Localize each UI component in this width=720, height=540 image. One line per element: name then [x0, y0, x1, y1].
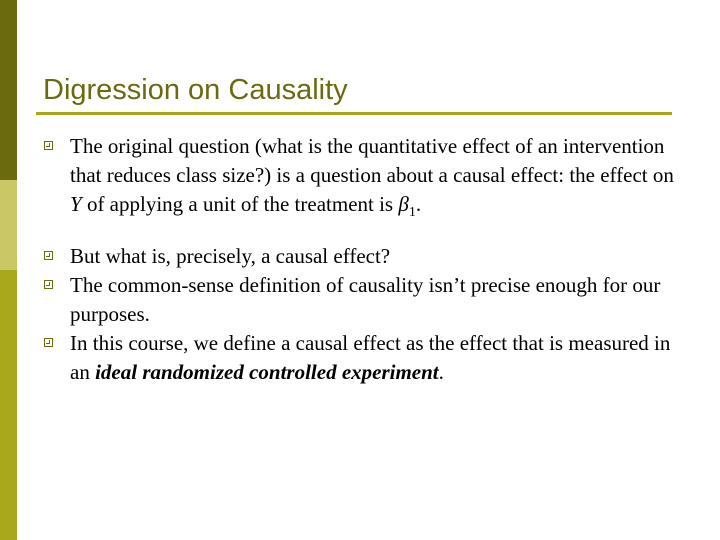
title-underline — [36, 112, 672, 115]
variable-y: Y — [70, 192, 82, 216]
bullet-item — [44, 132, 684, 219]
bullet-text: But what is, precisely, a causal effect? — [70, 244, 391, 268]
bullet-text: The original question (what is the quantitative effect of an intervention that reduces class size?) is a question about a causal effect: the effect on — [70, 134, 674, 187]
sidebar-segment-dark — [0, 0, 17, 180]
bullet-list — [44, 132, 684, 387]
bullet-item — [44, 271, 684, 329]
sidebar-segment-mid — [0, 270, 17, 540]
bullet-text: The common-sense definition of causality isn’t precise enough for our purposes. — [70, 273, 661, 326]
bullet-text: In this course, we define a causal effect as the effect that is measured in an — [70, 331, 671, 384]
checkbox-bullet-icon — [44, 251, 53, 260]
sidebar-accent-bar — [0, 0, 17, 540]
bullet-text: of applying a unit of the treatment is — [81, 192, 399, 216]
checkbox-bullet-icon — [44, 338, 53, 347]
bullet-text: . — [438, 360, 444, 384]
checkbox-bullet-icon — [44, 141, 53, 150]
beta-subscript: 1 — [408, 205, 416, 221]
sidebar-segment-light — [0, 180, 17, 270]
emphasized-term: ideal randomized controlled experiment — [95, 360, 439, 384]
bullet-item — [44, 329, 684, 387]
slide-title: Digression on Causality — [43, 74, 348, 106]
bullet-text: . — [415, 192, 422, 216]
checkbox-bullet-icon — [44, 280, 53, 289]
beta-symbol: β — [398, 192, 409, 216]
bullet-item — [44, 242, 684, 271]
